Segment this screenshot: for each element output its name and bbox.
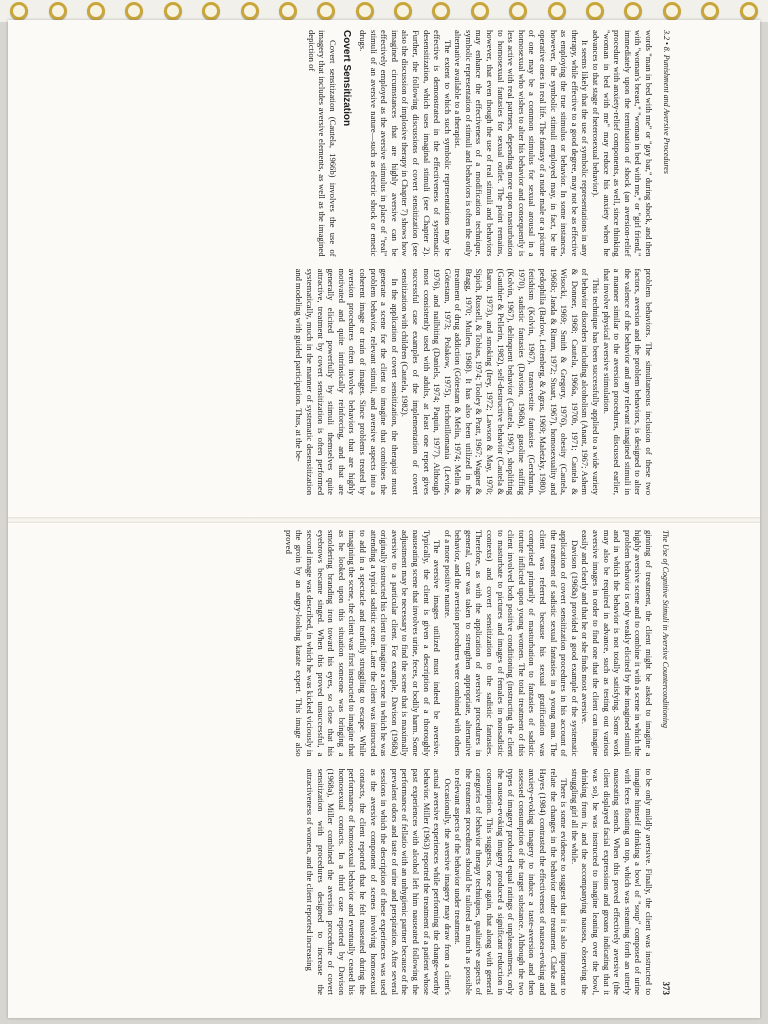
paragraph: Covert sensitization (Cautela, 1966b) involves the use of imagery that includes aversive elements, as well as the imagined depiction of xyxy=(306,30,338,257)
paragraph: ginning of treatment, the client might be asked to imagine a highly aversive scene and to combine it with a scene in which the problem behavior is only weakly elicited by the imagined stimuli and in which the behavior is not totally satisfying. Some work may also be required in advance, such as testing out various aversive images in order to find one that the client can imagine easily and clearly and that he or she finds most aversive. xyxy=(580,530,654,757)
binding-ring xyxy=(49,2,67,20)
text-column-1 xyxy=(69,30,654,257)
section-heading: Covert Sensitization xyxy=(341,30,353,127)
col1-after-paragraphs xyxy=(306,30,338,257)
col1-paragraphs xyxy=(283,530,654,757)
binding-ring xyxy=(125,2,143,20)
paragraph: In the application of covert sensitization, the therapist must generate a scene for the client to imagine that combines the problem behavior, relevant stimuli, and aversive aspects into a coherent image or train of images. Since problems treated by aversion procedures often involve behaviors that are highly motivated and quite intrinsically reinforcing, and that are generally elicited powerfully by stimuli themselves quite attractive, treatment by covert sensitization is often performed systematically, much in the manner of systematic desensitization and modeling with guided participation. Thus, at the be- xyxy=(294,268,400,495)
binding-ring xyxy=(548,2,566,20)
binding-ring xyxy=(740,2,758,20)
paragraph: words "man in bed with me" or "gay bar," during shock, and then with "woman's breast," "woman in bed with me," or "girl friend," immediately upon the termination of shock (an aversion-relief procedure with anxiety-relief components, as well, since thinking "woman in bed with me" may reduce his anxiety when he advances to that stage of heterosexual behavior). xyxy=(591,30,654,257)
binding-ring xyxy=(279,2,297,20)
paragraph: It seems likely that the use of symbolic representations in any therapy, while effective to a good degree, may not be as effective as employing the true stimulus or behavior. In some instances, however, the symbolic stimuli employed may, in fact, be the operative ones in real life. The fantasy of a nude male or a picture of one may be a common stimulus for sexual arousal in a homosexual who wishes to alter his behavior and consequently is less active with real partners, depending more upon masturbation to homosexual fantasies for sexual outlet. The point remains, however, that even though the use of real stimuli and behaviors may enhance the effectiveness of a modification technique, symbolic representation of stimuli and behaviors is often the only alternative available to a therapist. xyxy=(453,30,591,257)
spiral-binding xyxy=(0,0,768,22)
paragraph: Davison (1968a) provided a good example of the systematic application of covert sensitization procedures in his account of the treatment of sadistic sexual fantasies in a young man. The client was referred because his sexual gratification was comprised primarily of masturbation to fantasies of sadistic torture inflicted upon young women. The total treatment of this client involved both positive conditioning (instructing the client to masturbate to pictures and images of females in nonsadistic contexts) and covert sensitization to the sadistic fantasies. Therefore, as with the application of aversive procedures in general, care was taken to strengthen appropriate, alternative behavior, and the aversion procedures were combined with others of a more positive nature. xyxy=(442,530,580,757)
binding-ring xyxy=(509,2,527,20)
binding-ring xyxy=(624,2,642,20)
running-head-text: 3.2 • 8. Punishment and Aversive Procedures xyxy=(662,30,671,174)
running-head-text: The Use of Cognitive Stimuli in Aversive Counterconditioning xyxy=(661,530,670,728)
binding-ring xyxy=(471,2,489,20)
paragraph: This technique has been successfully applied to a wide variety of behavior disorders including alcoholism (Anant, 1967; Ashem & Donner, 1968; Cautela, 1966a, 1970b, 1971; Cautela & Wisocki, 1969; Smith & Gregory, 1976), obesity (Cautela, 1966b; Janda & Rimm, 1972; Stuart, 1967), homosexuality and pedophilia (Barlow, Leitenberg, & Agras, 1969; Maletzky, 1980), fetishism (Kolvin, 1967), transvestite fantasies (Gershman, 1970), sadistic fantasies (Davison, 1968a), gasoline sniffing (Kolvin, 1967), delinquent behavior (Cautela, 1967), shoplifting (Gauthier & Pellerin, 1982), self-destructive behavior (Cautela & Baron, 1973), and smoking (Irey, 1972; Lawson & May, 1970; Sipich, Russell, & Tobias, 1974; Tooley & Pratt, 1967; Wagner & Bragg, 1970; Mullen, 1968). It has also been utilized in the treatment of drug addiction (Götestam & Melin, 1974; Melin & Götestam, 1973; Polakow, 1975), trichotillomania (Levine, 1976), and nailbiting (Daniels, 1974; Paquin, 1977). Although most consistently used with adults, at least one report gives successful case examples of the implementation of covert sensitization with children (Cautela, 1982). xyxy=(400,268,602,495)
scanned-book-spread xyxy=(8,20,760,1018)
paragraph: The aversive images utilized must indeed be aversive. Typically, the client is given a description of a thoroughly nauseating scene that involves urine, feces, or bodily harm. Some adjustment may be necessary to find the scene that is maximally aversive to a particular client. For example, Davison (1968a) originally instructed his client to imagine a scene in which he was attending a typical sadistic scene. Later the client was instructed to add in a spectacle and tearfully struggling to escape. While imagining the scene, the client was first instructed to imagine that as he looked upon this situation someone was bringing a smoldering branding iron toward his eyes, so close that his eyebrows became singed. When this proved unsuccessful, a second image was described, in which he was kicked viciously in the groin by an angry-looking karate expert. This image also proved xyxy=(283,530,443,757)
binding-ring xyxy=(164,2,182,20)
running-head xyxy=(654,30,671,495)
text-column-2 xyxy=(69,269,654,496)
binding-ring xyxy=(87,2,105,20)
binding-ring xyxy=(586,2,604,20)
binding-ring xyxy=(394,2,412,20)
book-page-right xyxy=(66,530,671,995)
paragraph: The extent to which such symbolic representations may be effective is demonstrated in the effectiveness of systematic desensitization, which uses imaginal stimuli (see Chapter 2). Further, the following discussions of covert sensitization (see also the discussion of implosive therapy in Chapter 7) shows how imagined circumstances that are highly aversive can be effectively employed as the aversive stimulus in place of "real" stimuli of an aversive nature—such as electric shock or emetic drugs. xyxy=(357,30,453,257)
col2-paragraphs xyxy=(294,269,654,496)
binding-ring xyxy=(317,2,335,20)
page-number: 373 xyxy=(661,981,671,995)
book-page-left xyxy=(66,30,671,495)
binding-ring xyxy=(241,2,259,20)
text-column-2 xyxy=(69,769,654,996)
text-column-1 xyxy=(69,530,654,757)
paragraph: Occasionally, the aversive imagery may draw from a client's actual aversive experiences while performing the change-worthy behavior. Miller (1963) reported the treatment of a patient whose past experiences with alcohol left him nauseated following the performance of fellatio with an unhygienic partner because of the prevalent odors and taste of urine and perspiration. After several sessions in which the description of these experiences was used as the aversive component of scenes involving homosexual contacts, the client reported that he felt nauseated during the performance of homosexual behavior and eventually ceased his homosexual contacts. In a third case reported by Davison (1968a), Miller combined the aversion procedure of covert sensitization with procedures designed to increase the attractiveness of women, and the client reported increasing xyxy=(305,768,453,995)
binding-ring xyxy=(356,2,374,20)
binding-ring xyxy=(202,2,220,20)
binding-ring xyxy=(432,2,450,20)
paragraph: problem behaviors. The simultaneous inclusion of these two factors, aversion and the problem behaviors, is designed to alter the valence of the behavior and any relevant imagined stimuli in a manner similar to the aversion procedures, discussed earlier, that involve physical aversive stimulation. xyxy=(601,268,654,495)
running-head xyxy=(654,530,671,995)
binding-ring xyxy=(701,2,719,20)
binding-ring xyxy=(663,2,681,20)
paragraph: to be only mildly aversive. Finally, the client was instructed to imagine himself drinking a bowl of "soup" composed of urine with feces floating on top, which was steaming forth an utterly nauseating stench. When this proved effectively aversive (the client displayed facial expressions and groans indicating that it was so), he was instructed to imagine leaning over the bowl, drinking from it, and the accompanying nausea, observing the struggling girl all the while. xyxy=(569,768,654,995)
col1-paragraphs xyxy=(357,30,654,257)
binding-ring xyxy=(10,2,28,20)
paragraph: There is some evidence to suggest that it is also important to relate the changes in the behavior under treatment. Clarke and Hayes (1984) contrasted the effectiveness of nausea-evoking and anxiety-evoking imagery to induce a taste-aversion and then assessed consumption of the target substance. Although the two types of imagery produced equal ratings of unpleasantness, only the nausea-evoking imagery produced a significant reduction in consumption. This suggests, once again, that along with general categories of behavior therapy techniques, qualitative aspects of the treatment procedures should be tailored as much as possible to relevant aspects of the behavior under treatment. xyxy=(453,768,570,995)
book-gutter xyxy=(8,517,760,523)
col2-paragraphs xyxy=(304,769,654,996)
